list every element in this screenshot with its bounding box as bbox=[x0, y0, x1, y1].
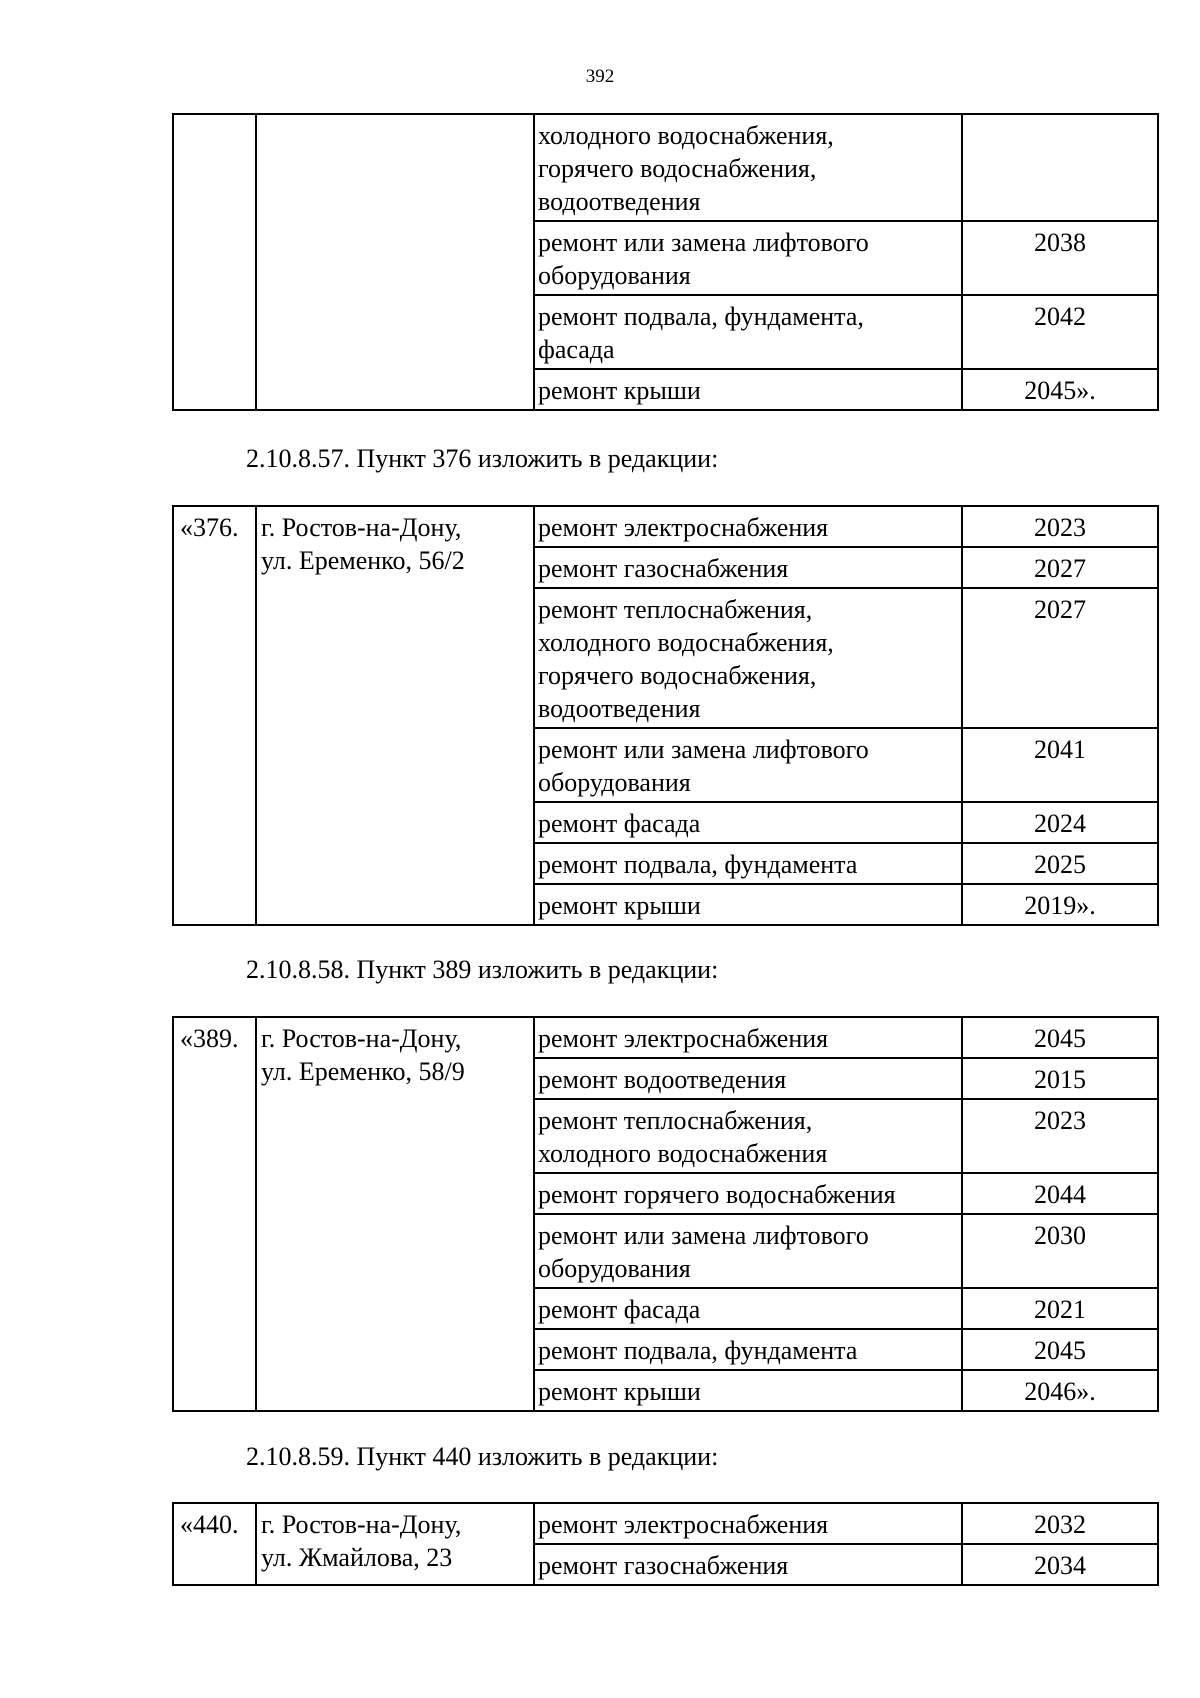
year-cell: 2038 bbox=[962, 221, 1158, 295]
work-text: ремонт или замена лифтового оборудования bbox=[538, 735, 869, 797]
work-text: ремонт крыши bbox=[538, 891, 701, 920]
year-cell bbox=[962, 114, 1158, 221]
work-text: ремонт крыши bbox=[538, 1377, 701, 1406]
year-cell: 2041 bbox=[962, 728, 1158, 802]
address-cell bbox=[256, 1503, 534, 1585]
year-cell: 2034 bbox=[962, 1544, 1158, 1585]
work-cell bbox=[534, 1214, 962, 1288]
work-cell bbox=[534, 114, 962, 221]
work-cell bbox=[534, 1173, 962, 1214]
work-cell bbox=[534, 221, 962, 295]
year-cell: 2023 bbox=[962, 1099, 1158, 1173]
year-cell: 2045 bbox=[962, 1329, 1158, 1370]
work-cell bbox=[534, 1058, 962, 1099]
work-cell bbox=[534, 1329, 962, 1370]
table-row bbox=[173, 1503, 1158, 1544]
year-cell: 2030 bbox=[962, 1214, 1158, 1288]
work-cell bbox=[534, 843, 962, 884]
table-item-376 bbox=[172, 505, 1159, 926]
table-item-389 bbox=[172, 1016, 1159, 1412]
year-cell: 2024 bbox=[962, 802, 1158, 843]
year-cell: 2045». bbox=[962, 369, 1158, 410]
table-row bbox=[173, 506, 1158, 547]
address-text: г. Ростов-на-Дону, ул. Жмайлова, 23 bbox=[261, 1510, 462, 1572]
year-cell: 2027 bbox=[962, 588, 1158, 728]
work-text: ремонт или замена лифтового оборудования bbox=[538, 228, 869, 290]
work-cell bbox=[534, 1017, 962, 1058]
work-cell bbox=[534, 884, 962, 925]
year-cell: 2046». bbox=[962, 1370, 1158, 1411]
work-text: ремонт фасада bbox=[538, 809, 701, 838]
work-text: ремонт крыши bbox=[538, 376, 701, 405]
item-number-cell: «440. bbox=[173, 1503, 256, 1585]
page-number: 392 bbox=[585, 66, 615, 87]
year-cell: 2021 bbox=[962, 1288, 1158, 1329]
work-text: ремонт электроснабжения bbox=[538, 1510, 829, 1539]
work-text: ремонт или замена лифтового оборудования bbox=[538, 1221, 869, 1283]
year-cell: 2045 bbox=[962, 1017, 1158, 1058]
paragraph-2-10-8-57: 2.10.8.57. Пункт 376 изложить в редакции: bbox=[246, 444, 719, 473]
address-text: г. Ростов-на-Дону, ул. Еременко, 58/9 bbox=[261, 1024, 465, 1086]
table-row bbox=[173, 1017, 1158, 1058]
work-cell bbox=[534, 1544, 962, 1585]
table-continued bbox=[172, 113, 1159, 411]
work-text: ремонт водоотведения bbox=[538, 1065, 787, 1094]
year-cell: 2019». bbox=[962, 884, 1158, 925]
work-text: ремонт теплоснабжения, холодного водоснабжения, горячего водоснабжения, водоотведения bbox=[538, 595, 834, 723]
year-cell: 2044 bbox=[962, 1173, 1158, 1214]
work-text: холодного водоснабжения, горячего водоснабжения, водоотведения bbox=[538, 121, 834, 216]
work-text: ремонт теплоснабжения, холодного водоснабжения bbox=[538, 1106, 828, 1168]
work-cell bbox=[534, 547, 962, 588]
work-text: ремонт фасада bbox=[538, 1295, 701, 1324]
work-cell bbox=[534, 1288, 962, 1329]
address-cell bbox=[256, 114, 534, 410]
table-row bbox=[173, 114, 1158, 221]
work-text: ремонт газоснабжения bbox=[538, 554, 789, 583]
work-text: ремонт электроснабжения bbox=[538, 513, 829, 542]
table-item-440 bbox=[172, 1502, 1159, 1586]
work-text: ремонт электроснабжения bbox=[538, 1024, 829, 1053]
work-cell bbox=[534, 295, 962, 369]
year-cell: 2015 bbox=[962, 1058, 1158, 1099]
work-cell bbox=[534, 1370, 962, 1411]
year-cell: 2023 bbox=[962, 506, 1158, 547]
work-text: ремонт газоснабжения bbox=[538, 1551, 789, 1580]
year-cell: 2032 bbox=[962, 1503, 1158, 1544]
work-cell bbox=[534, 588, 962, 728]
work-text: ремонт подвала, фундамента bbox=[538, 1336, 858, 1365]
work-text: ремонт горячего водоснабжения bbox=[538, 1180, 896, 1209]
work-cell bbox=[534, 1503, 962, 1544]
work-cell bbox=[534, 802, 962, 843]
work-text: ремонт подвала, фундамента bbox=[538, 850, 858, 879]
work-cell bbox=[534, 1099, 962, 1173]
year-cell: 2027 bbox=[962, 547, 1158, 588]
work-cell bbox=[534, 506, 962, 547]
address-text: г. Ростов-на-Дону, ул. Еременко, 56/2 bbox=[261, 513, 465, 575]
paragraph-2-10-8-58: 2.10.8.58. Пункт 389 изложить в редакции: bbox=[246, 955, 719, 984]
year-cell: 2042 bbox=[962, 295, 1158, 369]
address-cell bbox=[256, 1017, 534, 1411]
address-cell bbox=[256, 506, 534, 925]
item-number-cell bbox=[173, 114, 256, 410]
item-number-cell: «389. bbox=[173, 1017, 256, 1411]
item-number-cell: «376. bbox=[173, 506, 256, 925]
work-cell bbox=[534, 728, 962, 802]
work-text: ремонт подвала, фундамента, фасада bbox=[538, 302, 864, 364]
year-cell: 2025 bbox=[962, 843, 1158, 884]
paragraph-2-10-8-59: 2.10.8.59. Пункт 440 изложить в редакции: bbox=[246, 1442, 719, 1471]
work-cell bbox=[534, 369, 962, 410]
